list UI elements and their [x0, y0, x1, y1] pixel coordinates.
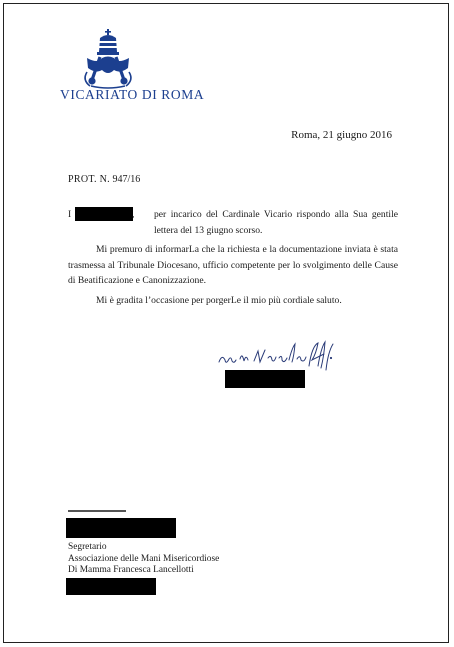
handwritten-signature [216, 340, 336, 374]
recipient-line-2: Associazione delle Mani Misericordiose [68, 553, 220, 564]
separator-line [68, 510, 126, 512]
recipient-line-1: Segretario [68, 542, 107, 552]
letter-page [3, 3, 449, 643]
letter-body [68, 207, 398, 308]
papal-coat-of-arms-icon [78, 28, 138, 90]
paragraph-1-text: per incarico del Cardinale Vicario rispondo alla Sua gentile lettera del 13 giugno scorso. [154, 209, 398, 236]
salutation-initial: I [68, 209, 72, 220]
letter-date: Roma, 21 giugno 2016 [291, 129, 392, 141]
protocol-value: 947/16 [112, 174, 141, 185]
protocol-number [68, 174, 140, 185]
paragraph-3: Mi è gradita l’occasione per porgerLe il mio più cordiale saluto. [96, 294, 342, 306]
redacted-recipient-address [66, 578, 156, 595]
redacted-signer-name [225, 370, 305, 388]
organization-name: VICARIATO DI ROMA [60, 87, 205, 102]
salutation-comma: , [132, 209, 135, 220]
protocol-label: PROT. N. [68, 174, 110, 185]
redacted-recipient-name [66, 518, 176, 538]
paragraph-2: Mi premuro di informarLa che la richiesta e la documentazione inviata è stata trasmessa al Tribunale Diocesano, ufficio competente per lo svolgimento delle Cause di Beatificazione e Canonizzazione. [68, 244, 398, 286]
recipient-address [68, 542, 219, 577]
recipient-line-3: Di Mamma Francesca Lancellotti [68, 565, 194, 575]
redacted-salutation [75, 207, 133, 221]
paragraph-1 [68, 207, 398, 238]
